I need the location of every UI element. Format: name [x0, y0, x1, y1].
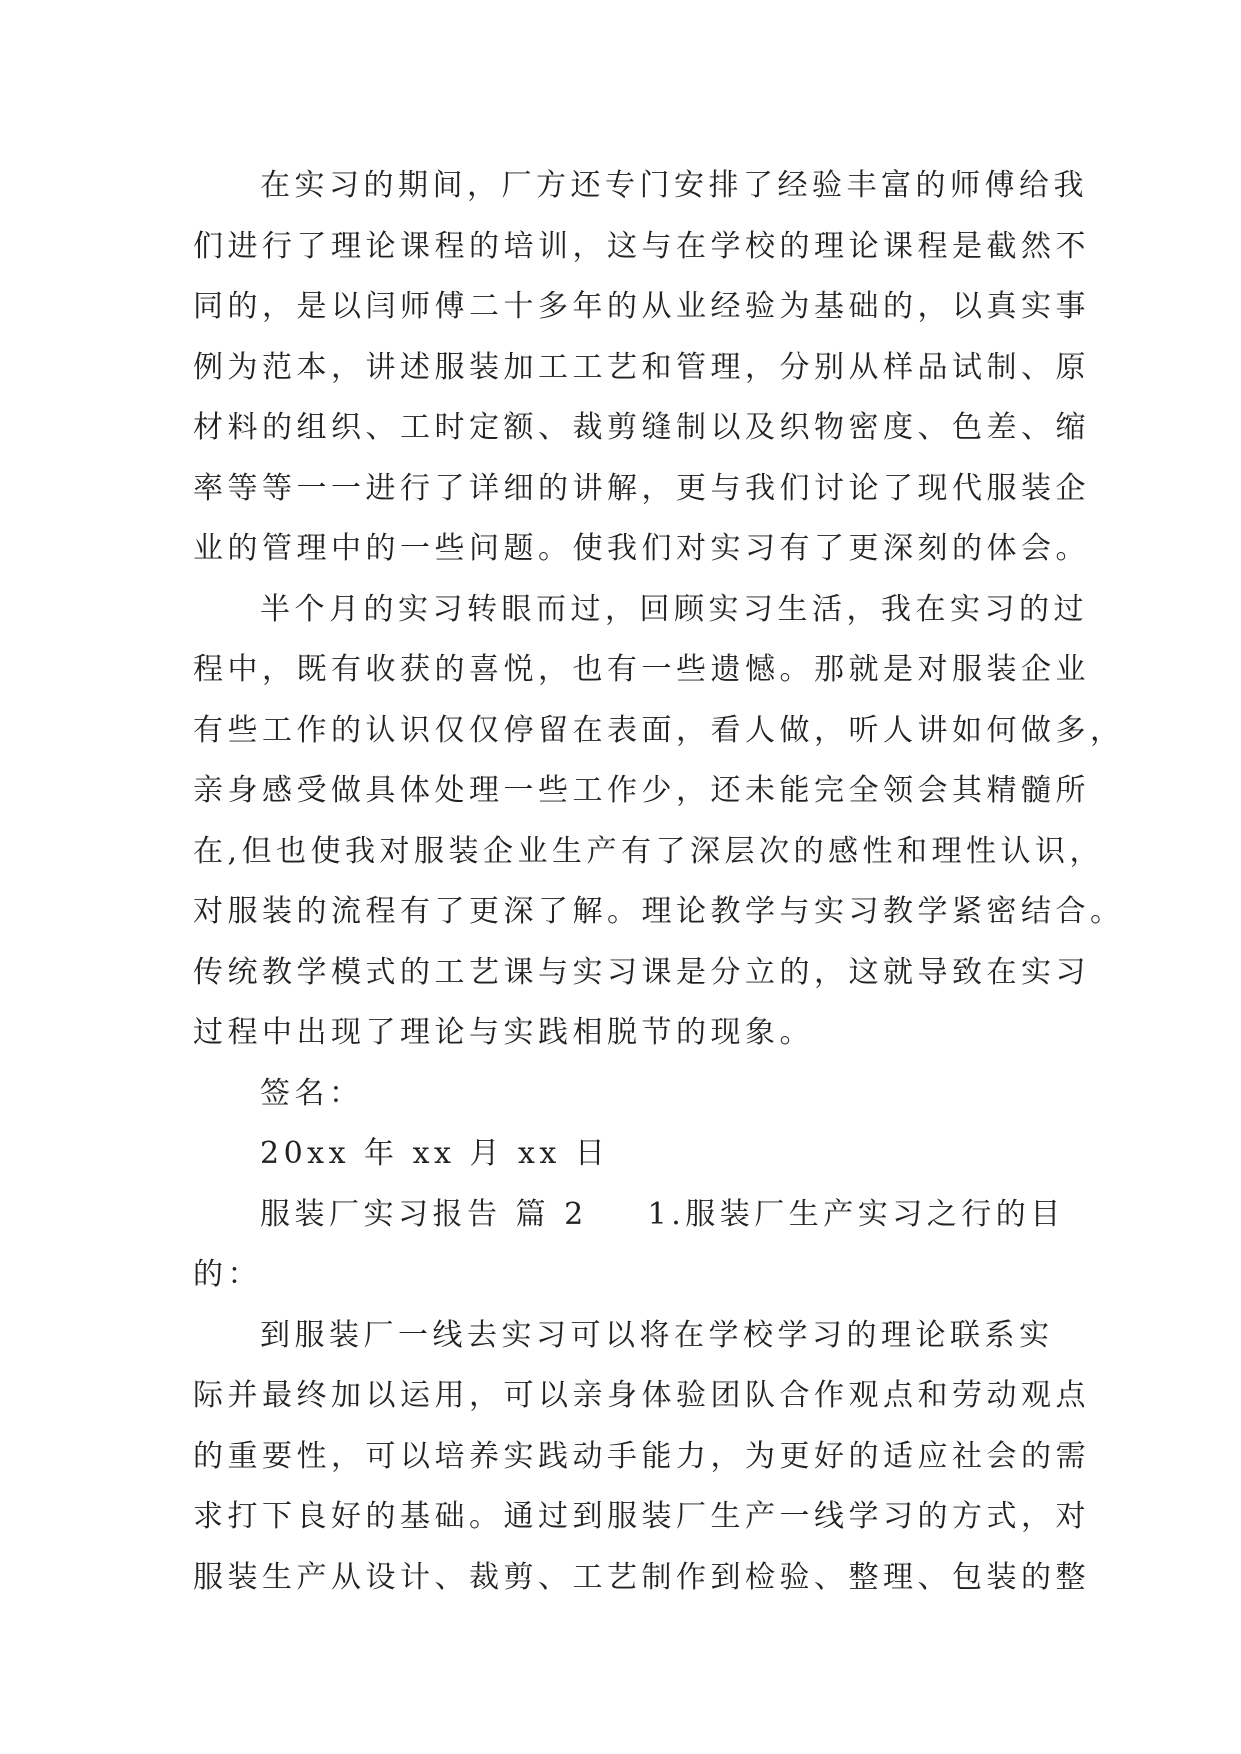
text-line: 材料的组织、工时定额、裁剪缝制以及织物密度、色差、缩 — [193, 410, 1090, 445]
section-heading — [193, 1185, 1063, 1246]
text-line: 的重要性，可以培养实践动手能力，为更好的适应社会的需 — [193, 1438, 1090, 1474]
section-heading-item: 1.服装厂生产实习之行的目 — [647, 1196, 1065, 1232]
text-line: 半个月的实习转眼而过，回顾实习生活，我在实习的过 — [260, 591, 1088, 627]
section-heading-continuation: 的： — [193, 1257, 262, 1292]
text-line: 率等等一一进行了详细的讲解，更与我们讨论了现代服装企 — [193, 470, 1090, 506]
document-body — [193, 156, 1125, 1608]
text-line: 有些工作的认识仅仅停留在表面，看人做，听人讲如何做多， — [193, 712, 1125, 748]
text-line: 对服装的流程有了更深了解。理论教学与实习教学紧密结合。 — [193, 894, 1125, 929]
text-line: 际并最终加以运用，可以亲身体验团队合作观点和劳动观点 — [193, 1378, 1090, 1413]
text-line: 到服装厂一线去实习可以将在学校学习的理论联系实 — [260, 1317, 1054, 1353]
text-line: 业的管理中的一些问题。使我们对实习有了更深刻的体会。 — [193, 531, 1090, 566]
signature-label: 签名： — [260, 1075, 364, 1111]
section-heading-title: 服装厂实习报告 篇 2 — [260, 1196, 588, 1232]
text-line: 过程中出现了理论与实践相脱节的现象。 — [193, 1015, 814, 1050]
text-line: 同的，是以闫师傅二十多年的从业经验为基础的，以真实事 — [193, 289, 1090, 324]
text-line: 例为范本，讲述服装加工工艺和管理，分别从样品试制、原 — [193, 349, 1090, 385]
text-line: 求打下良好的基础。通过到服装厂生产一线学习的方式，对 — [193, 1499, 1090, 1534]
text-line: 服装生产从设计、裁剪、工艺制作到检验、整理、包装的整 — [193, 1559, 1090, 1595]
text-line: 传统教学模式的工艺课与实习课是分立的，这就导致在实习 — [193, 954, 1090, 990]
text-line: 亲身感受做具体处理一些工作少，还未能完全领会其精髓所 — [193, 773, 1090, 808]
date-line: 20xx 年 xx 月 xx 日 — [260, 1136, 610, 1171]
text-line: 们进行了理论课程的培训，这与在学校的理论课程是截然不 — [193, 228, 1090, 264]
text-line: 程中，既有收获的喜悦，也有一些遗憾。那就是对服装企业 — [193, 652, 1090, 687]
text-line: 在实习的期间，厂方还专门安排了经验丰富的师傅给我 — [260, 168, 1088, 203]
text-line: 在,但也使我对服装企业生产有了深层次的感性和理性认识， — [193, 833, 1105, 869]
